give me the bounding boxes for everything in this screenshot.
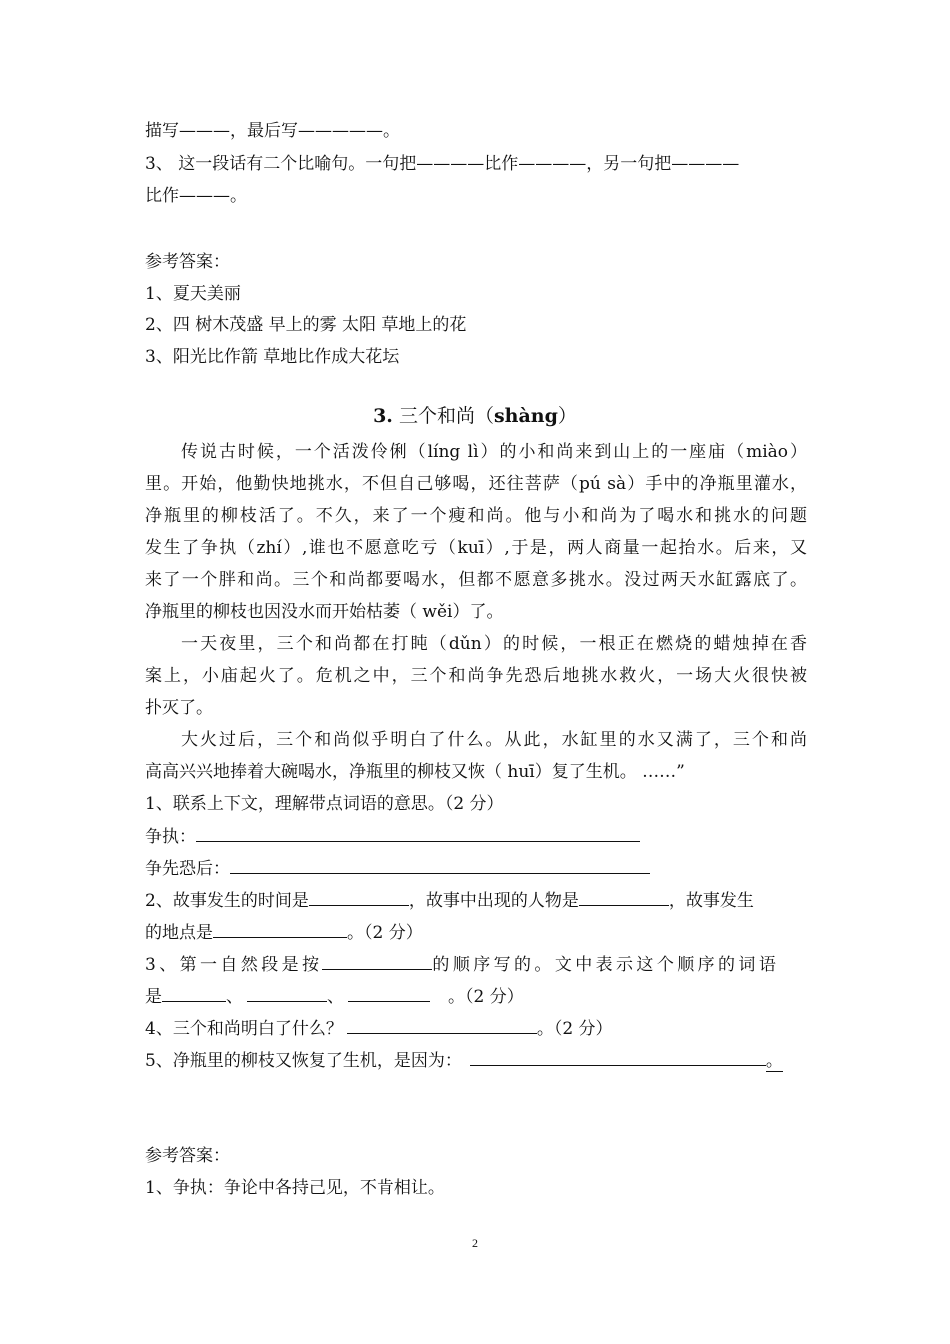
q1b-label: 争先恐后： xyxy=(145,859,230,879)
q3-text: 是 xyxy=(145,987,162,1007)
question-5 xyxy=(145,1049,807,1072)
q3-text: 的顺序写的。文中表示这个顺序的词语 xyxy=(432,955,780,975)
q2-text: ，故事中出现的人物是 xyxy=(408,891,579,911)
answer-blank[interactable] xyxy=(348,985,430,1002)
page-number: 2 xyxy=(472,1236,478,1250)
q3-text: 3、第一自然段是按 xyxy=(145,955,323,975)
story-line: 发生了争执（zhí）,谁也不愿意吃亏（kuī）,于是，两人商量一起抬水。后来，又 xyxy=(145,538,807,558)
answer-item: 1、争执：争论中各持己见，不肯相让。 xyxy=(145,1178,445,1198)
q2-text: 。（2 分） xyxy=(347,923,423,943)
answer-item: 1、夏天美丽 xyxy=(145,284,241,304)
answer-blank[interactable] xyxy=(347,1017,537,1034)
answer-blank[interactable] xyxy=(470,1049,766,1066)
story-line: 里。开始，他勤快地挑水，不但自己够喝，还往菩萨（pú sà）手中的净瓶里灌水， xyxy=(145,474,807,494)
q2-text: 2、故事发生的时间是 xyxy=(145,891,309,911)
question-4 xyxy=(145,1017,807,1040)
story-line: 来了一个胖和尚。三个和尚都要喝水，但都不愿意多挑水。没过两天水缸露底了。 xyxy=(145,570,807,590)
title-text: 三个和尚（ xyxy=(392,405,494,427)
question-1a xyxy=(145,825,807,848)
question-3-cont xyxy=(145,985,807,1008)
q3-text: 。（2 分） xyxy=(448,987,524,1007)
q4-text: 。（2 分） xyxy=(536,1019,613,1039)
text-line: 3、 这一段话有二个比喻句。一句把————比作————，另一句把———— xyxy=(145,154,740,174)
answer-blank[interactable] xyxy=(196,825,640,842)
question-1b xyxy=(145,857,807,880)
title-end: ） xyxy=(557,405,577,427)
question-2 xyxy=(145,889,807,912)
q1a-label: 争执： xyxy=(145,827,196,847)
q3-text: 、 xyxy=(327,987,344,1007)
q4-text: 4、三个和尚明白了什么？ xyxy=(145,1019,343,1039)
question-2-cont xyxy=(145,921,807,944)
answer-blank[interactable] xyxy=(247,985,327,1002)
story-line: 一天夜里，三个和尚都在打盹（dǔn）的时候，一根正在燃烧的蜡烛掉在香 xyxy=(181,634,807,654)
question-3 xyxy=(145,953,807,976)
q5-text: 。 xyxy=(765,1051,783,1071)
story-line: 案上，小庙起火了。危机之中，三个和尚争先恐后地挑水救火，一场大火很快被 xyxy=(145,666,807,686)
story-line: 高高兴兴地捧着大碗喝水，净瓶里的柳枝又恢（ huī）复了生机。 ……” xyxy=(145,762,685,782)
story-line: 净瓶里的柳枝活了。不久，来了一个瘦和尚。他与小和尚为了喝水和挑水的问题 xyxy=(145,506,807,526)
answer-item: 3、阳光比作箭 草地比作成大花坛 xyxy=(145,347,400,367)
story-line: 大火过后，三个和尚似乎明白了什么。从此，水缸里的水又满了，三个和尚 xyxy=(181,730,807,750)
story-line: 传说古时候，一个活泼伶俐（líng lì）的小和尚来到山上的一座庙（miào） xyxy=(181,442,807,462)
q5-text: 5、净瓶里的柳枝又恢复了生机，是因为： xyxy=(145,1051,462,1071)
text-line: 描写———，最后写—————。 xyxy=(145,121,400,141)
story-title xyxy=(0,404,950,428)
title-pinyin: shàng xyxy=(493,405,558,427)
story-line: 扑灭了。 xyxy=(145,698,213,718)
answer-heading: 参考答案： xyxy=(145,1146,230,1166)
text-line: 比作———。 xyxy=(145,186,247,206)
q3-text: 、 xyxy=(226,987,243,1007)
q2-text: ，故事发生 xyxy=(668,891,754,911)
title-number: 3. xyxy=(373,405,393,427)
answer-blank[interactable] xyxy=(322,953,432,970)
answer-blank[interactable] xyxy=(579,889,669,906)
answer-blank[interactable] xyxy=(213,921,347,938)
answer-blank[interactable] xyxy=(309,889,409,906)
story-line: 净瓶里的柳枝也因没水而开始枯萎（ wěi）了。 xyxy=(145,602,504,622)
answer-item: 2、四 树木茂盛 早上的雾 太阳 草地上的花 xyxy=(145,315,467,335)
q2-text: 的地点是 xyxy=(145,923,213,943)
answer-heading: 参考答案： xyxy=(145,252,230,272)
question-1: 1、联系上下文，理解带点词语的意思。（2 分） xyxy=(145,794,504,814)
answer-blank[interactable] xyxy=(230,857,650,874)
answer-blank[interactable] xyxy=(162,985,226,1002)
